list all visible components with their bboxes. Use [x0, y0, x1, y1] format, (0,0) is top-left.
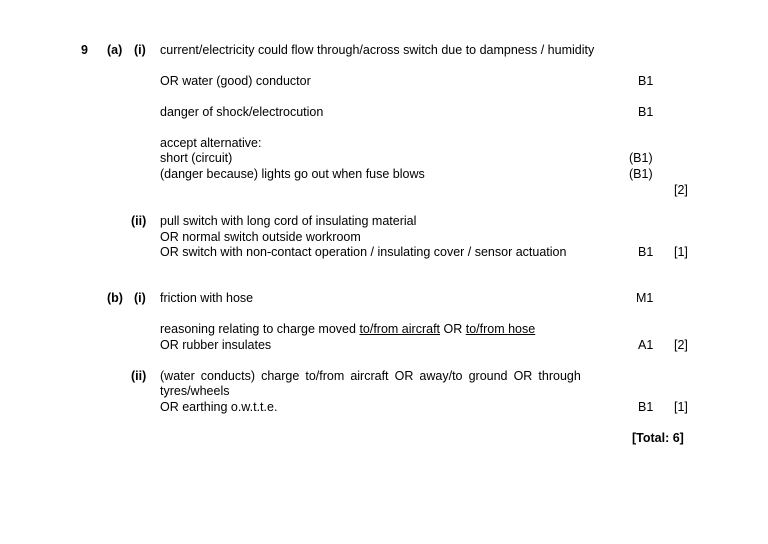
part-a-ii-label: (ii) — [131, 214, 147, 228]
part-a-i-label: (i) — [134, 43, 146, 57]
a-i-line2: OR water (good) conductor — [160, 74, 311, 88]
a-i-alt2: (danger because) lights go out when fuse blows — [160, 167, 425, 181]
part-b-label: (b) — [107, 291, 123, 305]
b-i-line3-mark: A1 — [638, 338, 654, 352]
a-i-alt2-mark: (B1) — [629, 167, 653, 181]
a-i-line3-mark: B1 — [638, 105, 654, 119]
b-i-line2-underline-hose: to/from hose — [465, 322, 536, 336]
b-ii-total: [1] — [674, 400, 688, 414]
part-b-ii-label: (ii) — [131, 369, 147, 383]
b-i-line1-mark: M1 — [636, 291, 654, 305]
b-i-line1: friction with hose — [160, 291, 254, 305]
b-i-line2-mid: OR — [440, 322, 466, 336]
b-ii-line2: tyres/wheels — [160, 384, 230, 398]
a-i-alt1-mark: (B1) — [629, 151, 653, 165]
a-i-line2-mark: B1 — [638, 74, 654, 88]
a-ii-total: [1] — [674, 245, 688, 259]
b-ii-line1: (water conducts) charge to/from aircraft OR away/to ground OR through — [160, 369, 581, 383]
a-i-line3: danger of shock/electrocution — [160, 105, 324, 119]
b-ii-line3-mark: B1 — [638, 400, 654, 414]
b-i-line2-underline-aircraft: to/from aircraft — [359, 322, 441, 336]
b-i-line2 — [160, 322, 535, 337]
b-ii-line3: OR earthing o.w.t.t.e. — [160, 400, 278, 414]
a-i-alt-heading: accept alternative: — [160, 136, 262, 150]
question-number: 9 — [81, 43, 88, 57]
part-b-i-label: (i) — [134, 291, 146, 305]
a-ii-line3: OR switch with non-contact operation / insulating cover / sensor actuation — [160, 245, 567, 259]
a-ii-line3-mark: B1 — [638, 245, 654, 259]
a-ii-line2: OR normal switch outside workroom — [160, 230, 361, 244]
b-i-line2-pre: reasoning relating to charge moved — [160, 322, 360, 336]
a-i-line1: current/electricity could flow through/across switch due to dampness / humidity — [160, 43, 595, 57]
part-a-label: (a) — [107, 43, 123, 57]
a-i-total: [2] — [674, 183, 688, 197]
a-ii-line1: pull switch with long cord of insulating material — [160, 214, 417, 228]
grand-total: [Total: 6] — [632, 431, 684, 445]
b-i-total: [2] — [674, 338, 688, 352]
b-i-line3: OR rubber insulates — [160, 338, 272, 352]
a-i-alt1: short (circuit) — [160, 151, 233, 165]
